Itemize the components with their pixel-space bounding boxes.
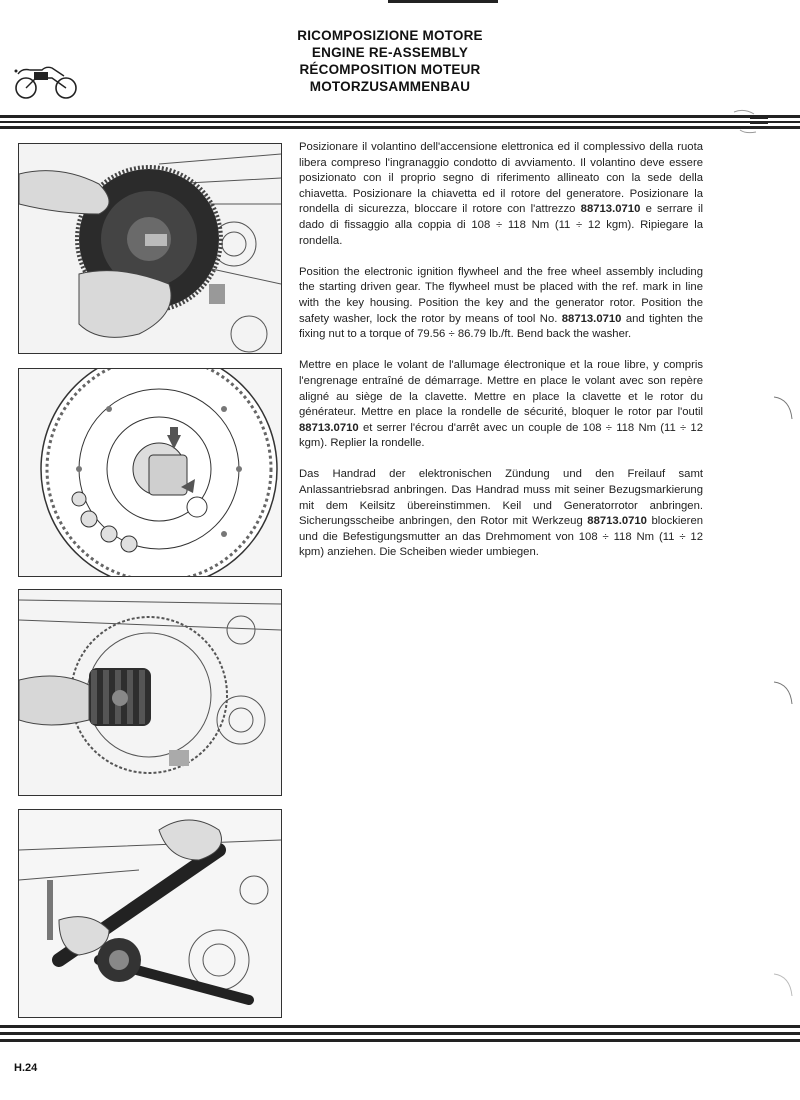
paragraph-italian: [299, 140, 703, 249]
footer-rule-lines: [0, 1025, 800, 1047]
italian-text-after-code: e serrare il dado di fissaggio alla coppia di 108 ÷ 118 Nm (11 ÷ 12 kgm). Ripiegare la rondella.: [299, 203, 704, 247]
french-text-before-code: Mettre en place le volant de l'allumage électronique et la roue libre, y compris l'engrenage entraîné de démarrage. Mettre en place le volant avec son repère aligné au siège de la clavette. Mettre en place la clavette et le rotor du générateur. Mettre en place la rondelle de sécurité, bloquer le rotor par l'outil: [299, 359, 703, 419]
english-text-after-code: and tighten the fixing nut to a torque of 79.56 ÷ 86.79 lb./ft. Bend back the washer.: [299, 312, 704, 341]
paragraph-french: [299, 358, 703, 452]
title-english: ENGINE RE-ASSEMBLY: [311, 45, 469, 60]
tool-code-german: 88713.0710: [587, 515, 647, 528]
page-title-block: [0, 27, 780, 95]
binding-hole-mark-icon: [772, 395, 794, 421]
top-edge-mark: [388, 0, 498, 3]
header-rule-lines: [0, 115, 800, 131]
german-text-before-code: Das Handrad der elektronischen Zündung und den Freilauf samt Anlassantriebsrad anbringen. Das Handrad muss mit seiner Bezugsmarkierung mit dem Keilsitz übereinstimmen. Keil und Generatorrotor anbringen. Sicherungsscheibe anbringen, den Rotor mit Werkzeug: [299, 468, 703, 528]
photo-reference-mark: [18, 368, 282, 577]
tool-code-english: 88713.0710: [561, 312, 622, 325]
instruction-text-column: [299, 140, 703, 577]
tool-code-french: 88713.0710: [299, 421, 359, 434]
paragraph-english: [299, 265, 703, 343]
german-text-after-code: blockieren und die Befestigungsmutter an das Drehmoment von 108 ÷ 118 Nm (11 ÷ 12 kpm) anziehen. Die Scheiben wieder umbiegen.: [299, 515, 704, 559]
title-german: MOTORZUSAMMENBAU: [309, 79, 471, 94]
paragraph-german: [299, 467, 703, 561]
photo-generator-rotor: [18, 589, 282, 796]
english-text-before-code: Position the electronic ignition flywheel and the free wheel assembly including the starting driven gear. The flywheel must be placed with the ref. mark in line with the key housing. Position the key and the generator rotor. Position the safety washer, lock the rotor by means of tool No.: [299, 265, 703, 325]
page-number: H.24: [14, 1062, 38, 1074]
binding-hole-mark-icon: [772, 972, 794, 998]
title-italian: RICOMPOSIZIONE MOTORE: [297, 28, 483, 43]
title-french: RÉCOMPOSITION MOTEUR: [299, 62, 481, 77]
corner-logo-icon: [732, 108, 772, 136]
italian-text-before-code: Posizionare il volantino dell'accensione elettronica ed il complessivo della ruota libera compreso l'ingranaggio condotto di avviamento. Il volantino deve essere posizionato con il proprio segno di riferimento allineato con la sede della chiavetta. Posizionare la chiavetta ed il rotore del generatore. Posizionare la rondella di sicurezza, bloccare il rotore con l'attrezzo: [299, 141, 703, 216]
french-text-after-code: et serrer l'écrou d'arrêt avec un couple de 108 ÷ 118 Nm (11 ÷ 12 kgm). Replier la rondelle.: [299, 421, 704, 450]
photo-flywheel-placement: [18, 143, 282, 354]
tool-code-italian: 88713.0710: [580, 203, 641, 216]
photo-torque-wrench: [18, 809, 282, 1018]
binding-hole-mark-icon: [772, 680, 794, 706]
